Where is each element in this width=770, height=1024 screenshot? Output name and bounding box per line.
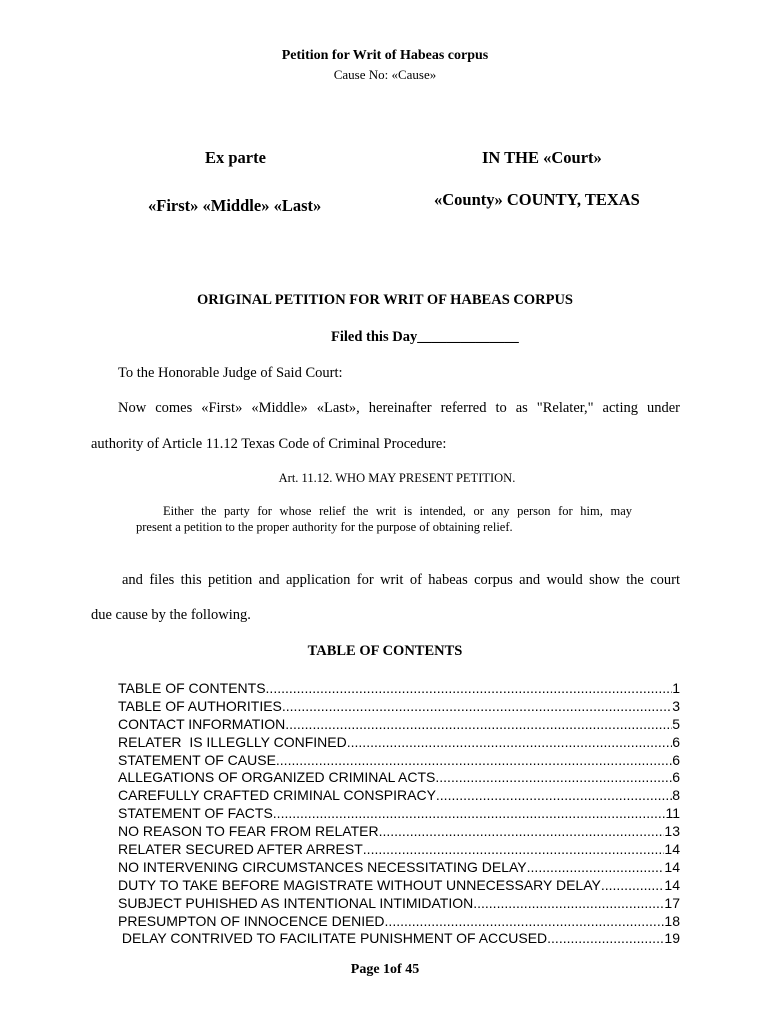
toc-leader bbox=[385, 913, 665, 931]
toc-entry-page: 6 bbox=[672, 733, 680, 750]
table-of-contents bbox=[118, 680, 680, 948]
toc-entry-title: TABLE OF CONTENTS bbox=[118, 680, 266, 696]
caption-county: «County» COUNTY, TEXAS bbox=[434, 190, 640, 209]
toc-entry-title: PRESUMPTON OF INNOCENCE DENIED bbox=[118, 912, 385, 929]
toc-leader bbox=[347, 734, 672, 752]
toc-leader bbox=[527, 859, 665, 877]
toc-entry-title: CAREFULLY CRAFTED CRIMINAL CONSPIRACY bbox=[118, 787, 436, 804]
toc-leader bbox=[601, 877, 665, 895]
toc-entry-page: 6 bbox=[672, 751, 680, 768]
cause-number: Cause No: «Cause» bbox=[333, 67, 437, 82]
toc-entry-page: 14 bbox=[664, 841, 680, 858]
document-title: Petition for Writ of Habeas corpus bbox=[281, 48, 489, 63]
intro-paragraph-line2: authority of Article 11.12 Texas Code of Criminal Procedure: bbox=[91, 436, 447, 452]
toc-leader bbox=[282, 698, 672, 716]
toc-entry-page: 6 bbox=[672, 769, 680, 786]
caption-ex-parte: Ex parte bbox=[205, 148, 266, 167]
toc-leader bbox=[379, 823, 665, 841]
toc-entry[interactable] bbox=[118, 769, 680, 787]
filed-line: Filed this Day______________ bbox=[331, 329, 519, 345]
toc-entry-title: SUBJECT PUHISHED AS INTENTIONAL INTIMIDATION bbox=[118, 894, 474, 911]
toc-leader bbox=[363, 841, 665, 859]
toc-entry-title: DUTY TO TAKE BEFORE MAGISTRATE WITHOUT UNNECESSARY DELAY bbox=[118, 876, 601, 893]
toc-entry[interactable] bbox=[118, 698, 680, 716]
toc-leader bbox=[273, 805, 666, 823]
toc-leader bbox=[276, 752, 672, 770]
files-paragraph-line2: due cause by the following. bbox=[91, 607, 251, 623]
toc-entry-page: 17 bbox=[664, 894, 680, 911]
intro-paragraph-line1: Now comes «First» «Middle» «Last», hereinafter referred to as "Relater," acting under bbox=[118, 400, 680, 416]
caption-party-name: «First» «Middle» «Last» bbox=[148, 196, 322, 215]
caption-court: IN THE «Court» bbox=[482, 148, 602, 167]
toc-entry-page: 14 bbox=[664, 876, 680, 893]
toc-entry-page: 11 bbox=[665, 805, 680, 822]
toc-entry-title: ALLEGATIONS OF ORGANIZED CRIMINAL ACTS bbox=[118, 769, 436, 786]
toc-leader bbox=[436, 787, 672, 805]
toc-entry[interactable] bbox=[118, 841, 680, 859]
toc-entry[interactable] bbox=[118, 895, 680, 913]
toc-heading: TABLE OF CONTENTS bbox=[307, 643, 463, 659]
toc-entry-title: STATEMENT OF FACTS bbox=[118, 805, 273, 822]
toc-entry[interactable] bbox=[118, 787, 680, 805]
toc-leader bbox=[547, 930, 664, 948]
toc-entry[interactable] bbox=[118, 752, 680, 770]
petition-heading: ORIGINAL PETITION FOR WRIT OF HABEAS CORPUS bbox=[197, 292, 573, 308]
toc-entry[interactable] bbox=[118, 930, 680, 948]
toc-entry[interactable] bbox=[118, 859, 680, 877]
toc-entry-title: DELAY CONTRIVED TO FACILITATE PUNISHMENT OF ACCUSED bbox=[118, 930, 548, 947]
toc-entry-title: RELATER IS ILLEGLLY CONFINED bbox=[118, 733, 347, 750]
toc-entry-title: TABLE OF AUTHORITIES bbox=[118, 697, 282, 714]
toc-entry-page: 18 bbox=[664, 912, 680, 929]
toc-entry[interactable] bbox=[118, 716, 680, 734]
article-quote-line2: present a petition to the proper authority for the purpose of obtaining relief. bbox=[136, 520, 513, 534]
toc-entry-page: 3 bbox=[672, 697, 680, 714]
toc-leader bbox=[266, 680, 673, 698]
page-footer: Page 1of 45 bbox=[350, 962, 420, 977]
toc-entry[interactable] bbox=[118, 805, 680, 823]
toc-entry-page: 8 bbox=[672, 787, 680, 804]
toc-entry[interactable] bbox=[118, 734, 680, 752]
toc-entry[interactable] bbox=[118, 680, 680, 698]
toc-entry-page: 5 bbox=[672, 715, 680, 732]
salutation: To the Honorable Judge of Said Court: bbox=[118, 365, 343, 381]
toc-entry[interactable] bbox=[118, 877, 680, 895]
files-paragraph-line1: and files this petition and application for writ of habeas corpus and would show the court bbox=[122, 572, 680, 588]
toc-entry[interactable] bbox=[118, 823, 680, 841]
toc-entry-page: 1 bbox=[672, 680, 680, 696]
toc-leader bbox=[435, 769, 672, 787]
toc-entry[interactable] bbox=[118, 913, 680, 931]
toc-entry-page: 13 bbox=[664, 823, 680, 840]
toc-entry-title: NO INTERVENING CIRCUMSTANCES NECESSITATING DELAY bbox=[118, 858, 527, 875]
toc-entry-title: CONTACT INFORMATION bbox=[118, 715, 286, 732]
toc-entry-title: RELATER SECURED AFTER ARREST bbox=[118, 841, 363, 858]
article-quote-line1: Either the party for whose relief the writ is intended, or any person for him, may bbox=[163, 504, 632, 518]
toc-entry-page: 14 bbox=[664, 858, 680, 875]
toc-entry-page: 19 bbox=[664, 930, 680, 947]
article-heading: Art. 11.12. WHO MAY PRESENT PETITION. bbox=[278, 471, 516, 485]
toc-entry-title: NO REASON TO FEAR FROM RELATER bbox=[118, 823, 379, 840]
toc-leader bbox=[473, 895, 664, 913]
toc-leader bbox=[285, 716, 672, 734]
toc-entry-title: STATEMENT OF CAUSE bbox=[118, 751, 276, 768]
